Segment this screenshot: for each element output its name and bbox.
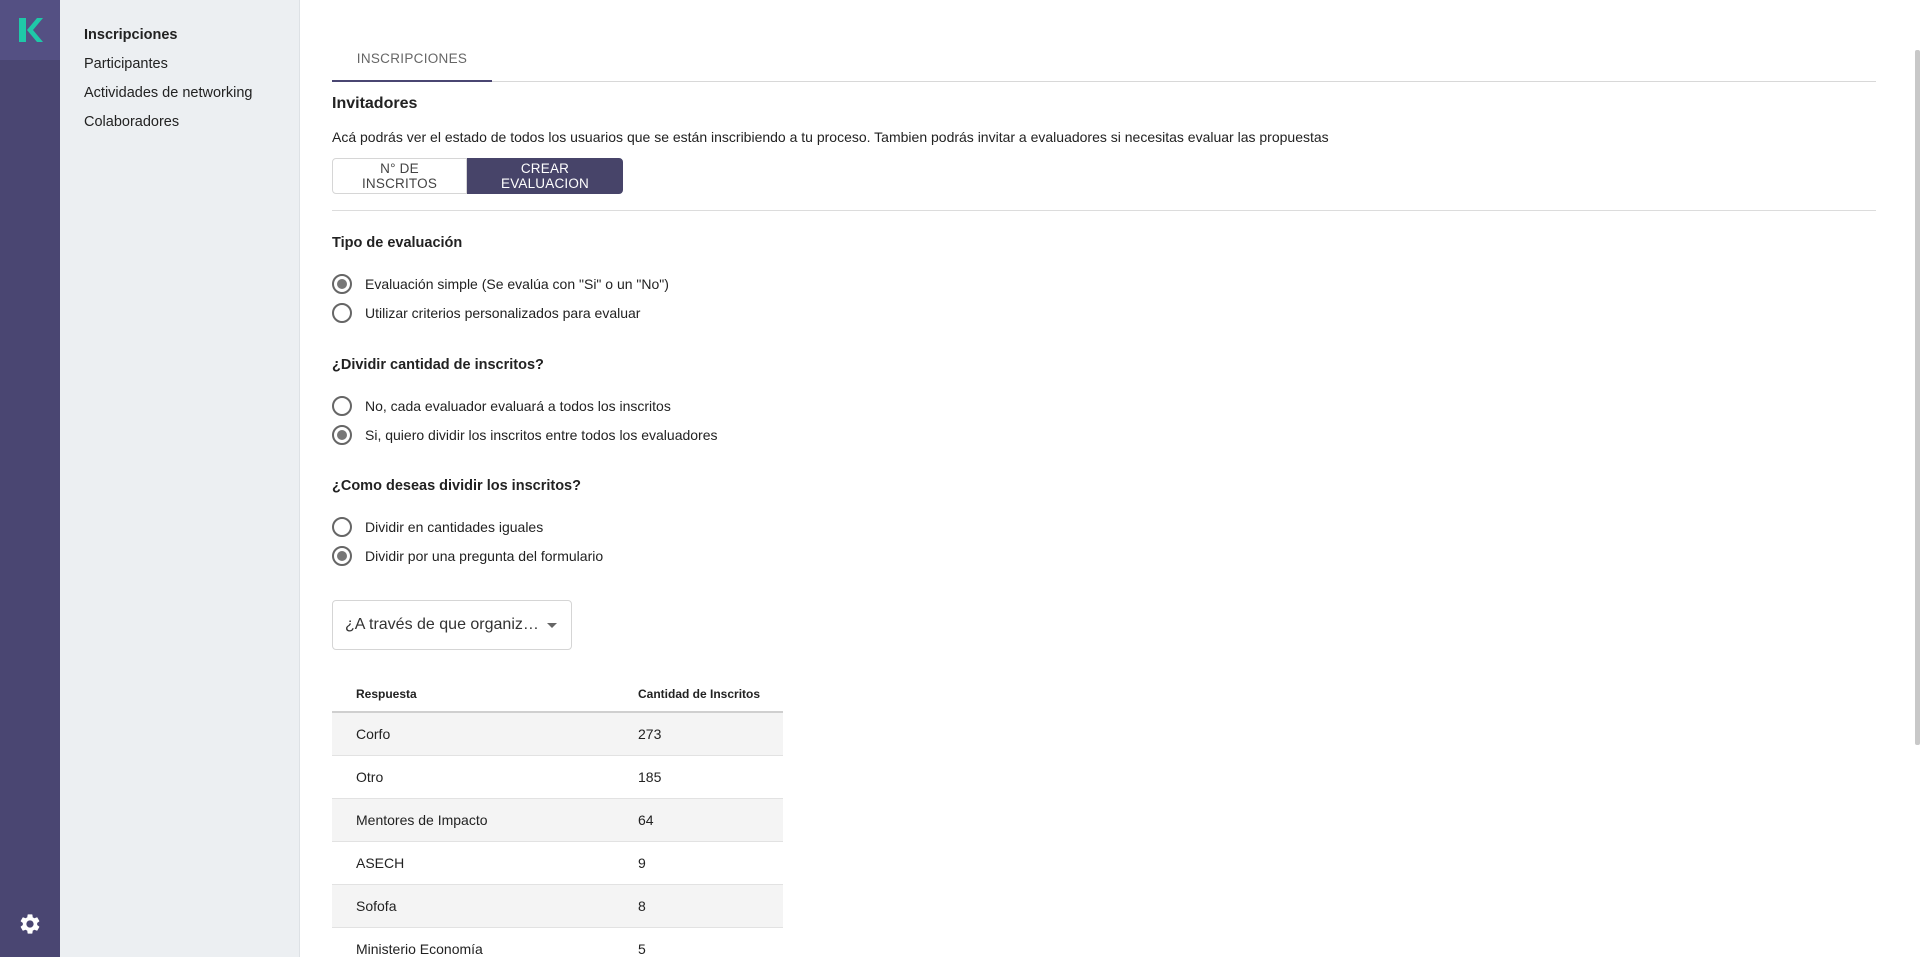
cell-respuesta: Sofofa [356, 898, 397, 914]
radio-unchecked[interactable] [332, 303, 352, 323]
question-title-tipo: Tipo de evaluación [332, 235, 463, 251]
responses-table [332, 675, 783, 957]
table-header [332, 675, 783, 713]
radio-option-criterios[interactable] [332, 301, 640, 325]
select-value: ¿A través de que organiza... [345, 616, 545, 633]
radio-option-no-dividir[interactable] [332, 394, 671, 418]
crear-evaluacion-button[interactable]: CREAR EVALUACION [467, 158, 623, 194]
view-toggle [332, 158, 623, 194]
table-row [332, 842, 783, 885]
radio-option-simple[interactable] [332, 272, 669, 296]
app-logo[interactable] [0, 0, 60, 60]
cell-cantidad: 273 [638, 726, 662, 742]
radio-option-pregunta[interactable] [332, 544, 603, 568]
tab-inscripciones[interactable]: INSCRIPCIONES [332, 40, 492, 82]
sidebar-item-participantes[interactable]: Participantes [84, 56, 168, 72]
cell-cantidad: 185 [638, 769, 662, 785]
radio-checked[interactable] [332, 546, 352, 566]
table-row [332, 799, 783, 842]
cell-respuesta: Mentores de Impacto [356, 812, 488, 828]
tab-bar [332, 40, 1876, 82]
radio-unchecked[interactable] [332, 396, 352, 416]
cell-cantidad: 8 [638, 898, 646, 914]
page-description: Acá podrás ver el estado de todos los usuarios que se están inscribiendo a tu proceso. Tambien podrás invitar a evaluadores si necesitas evaluar las propuestas [332, 129, 1329, 145]
radio-checked[interactable] [332, 425, 352, 445]
question-select[interactable] [332, 600, 572, 650]
app-rail [0, 0, 60, 957]
radio-label: Evaluación simple (Se evalúa con "Si" o un "No") [365, 276, 669, 292]
main-content [300, 0, 1920, 957]
divider [332, 210, 1876, 211]
inscritos-button[interactable]: N° DE INSCRITOS [332, 158, 467, 194]
sidebar [60, 0, 300, 957]
cell-cantidad: 64 [638, 812, 654, 828]
scrollbar[interactable] [1915, 50, 1920, 745]
sidebar-item-inscripciones[interactable]: Inscripciones [84, 27, 178, 43]
cell-cantidad: 5 [638, 941, 646, 957]
radio-label: Dividir en cantidades iguales [365, 519, 544, 535]
sidebar-item-colaboradores[interactable]: Colaboradores [84, 114, 180, 130]
radio-label: Dividir por una pregunta del formulario [365, 548, 604, 564]
table-row [332, 713, 783, 756]
column-header-cantidad[interactable]: Cantidad de Inscritos [638, 687, 761, 701]
cell-respuesta: ASECH [356, 855, 405, 871]
radio-option-iguales[interactable] [332, 515, 543, 539]
table-row [332, 756, 783, 799]
radio-unchecked[interactable] [332, 517, 352, 537]
question-title-como: ¿Como deseas dividir los inscritos? [332, 478, 581, 494]
logo-icon [15, 15, 45, 45]
radio-option-si-dividir[interactable] [332, 423, 718, 447]
page-title: Invitadores [332, 95, 418, 112]
table-row [332, 928, 783, 957]
radio-label: Si, quiero dividir los inscritos entre todos los evaluadores [365, 427, 718, 443]
cell-respuesta: Otro [356, 769, 384, 785]
cell-respuesta: Corfo [356, 726, 391, 742]
column-header-respuesta[interactable]: Respuesta [356, 687, 417, 701]
gear-icon[interactable] [18, 912, 42, 936]
sidebar-item-networking[interactable]: Actividades de networking [84, 85, 253, 101]
cell-cantidad: 9 [638, 855, 646, 871]
radio-checked[interactable] [332, 274, 352, 294]
question-title-dividir: ¿Dividir cantidad de inscritos? [332, 357, 544, 373]
table-row [332, 885, 783, 928]
radio-label: No, cada evaluador evaluará a todos los inscritos [365, 398, 671, 414]
cell-respuesta: Ministerio Economía [356, 941, 483, 957]
radio-label: Utilizar criterios personalizados para evaluar [365, 305, 641, 321]
chevron-down-icon [547, 623, 557, 628]
